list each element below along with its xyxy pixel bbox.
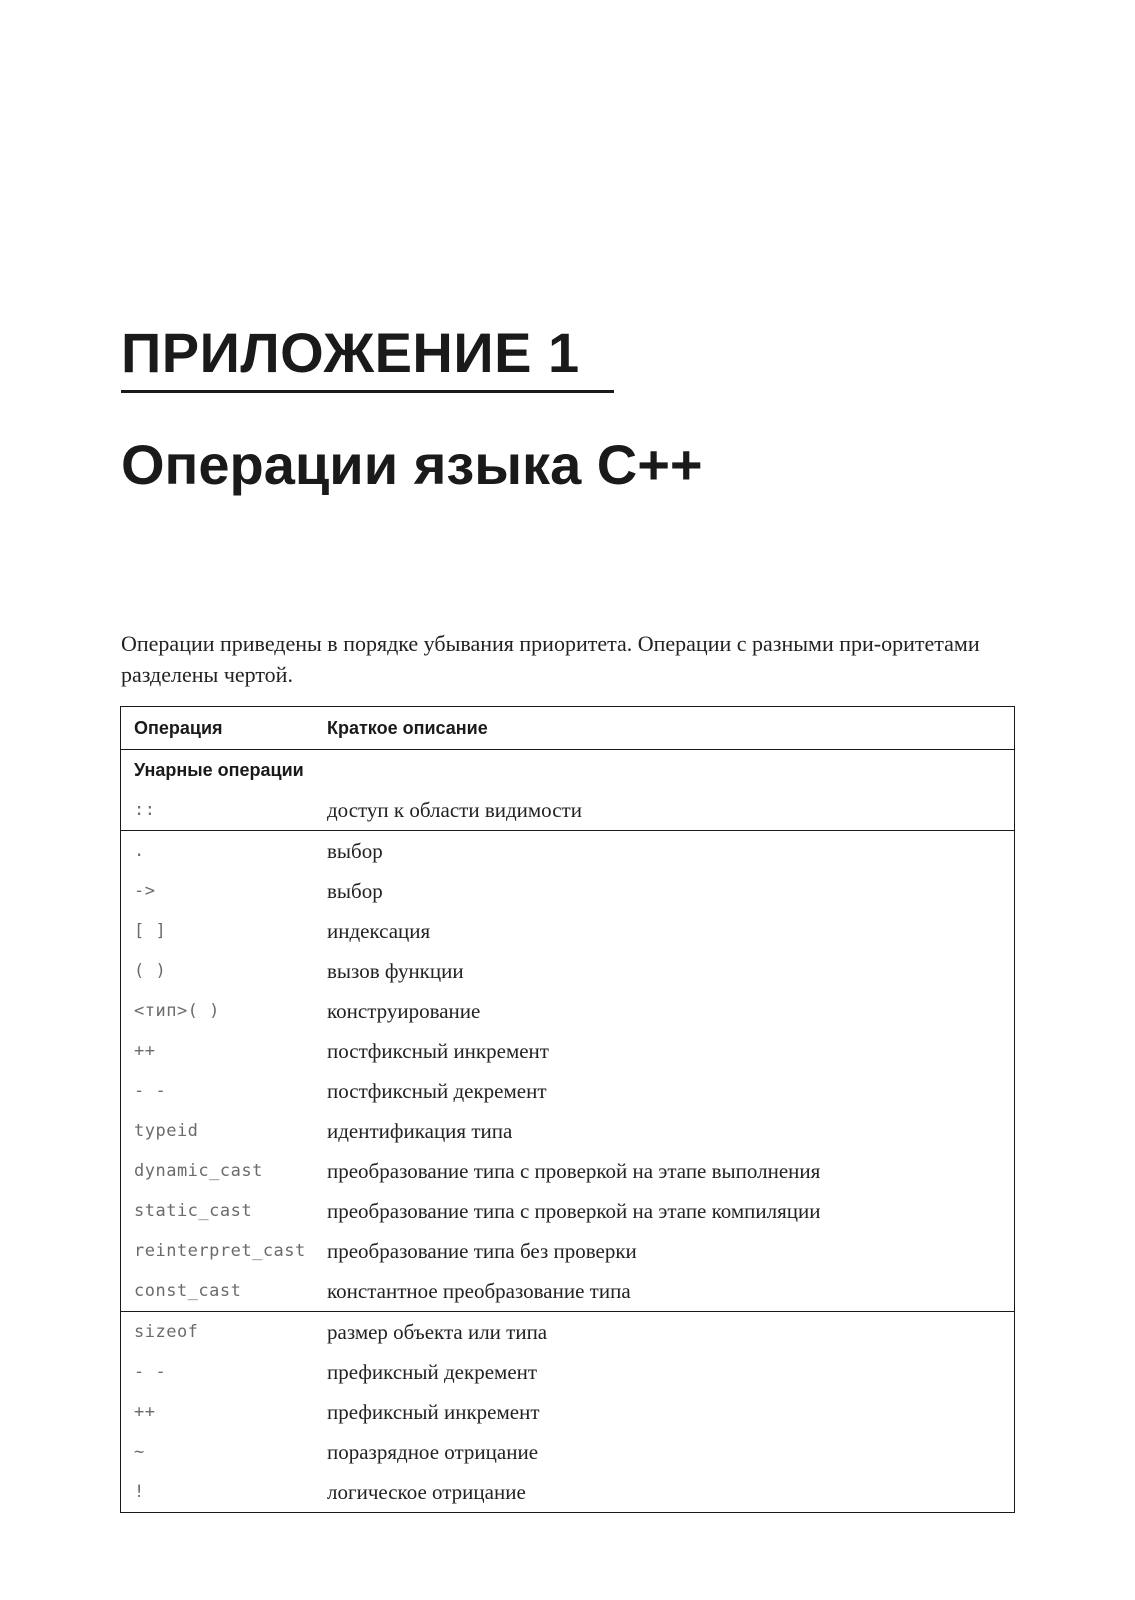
description-cell: индексация: [327, 918, 431, 943]
operation-cell: ~: [134, 1442, 145, 1462]
appendix-title: Операции языка C++: [121, 433, 703, 496]
operation-cell: - -: [134, 1362, 167, 1382]
table-row: [121, 1071, 1014, 1111]
operation-cell: - -: [134, 1081, 167, 1101]
table-header: [121, 707, 1014, 750]
description-cell: константное преобразование типа: [327, 1278, 631, 1303]
operation-cell: !: [134, 1482, 145, 1502]
table-row: [121, 1031, 1014, 1071]
operation-cell: reinterpret_cast: [134, 1241, 306, 1261]
intro-paragraph: Операции приведены в порядке убывания приоритета. Операции с разными при-оритетами разделены чертой.: [121, 631, 980, 687]
operations-table: [120, 706, 1015, 1513]
description-cell: идентификация типа: [327, 1118, 513, 1143]
table-body: [121, 790, 1014, 1512]
appendix-underline: [121, 390, 614, 393]
table-row: [121, 831, 1014, 871]
operation-cell: <тип>( ): [134, 1001, 220, 1021]
table-row: [121, 1312, 1014, 1352]
table-row: [121, 1231, 1014, 1271]
description-cell: постфиксный инкремент: [327, 1038, 549, 1063]
operation-cell: ( ): [134, 961, 167, 981]
operation-cell: sizeof: [134, 1322, 199, 1342]
operation-cell: .: [134, 841, 145, 861]
table-row: [121, 1472, 1014, 1512]
operation-cell: ++: [134, 1402, 156, 1422]
description-cell: выбор: [327, 838, 383, 863]
table-row: [121, 1271, 1014, 1311]
operation-cell: typeid: [134, 1121, 199, 1141]
operation-cell: ::: [134, 800, 156, 820]
appendix-label: ПРИЛОЖЕНИЕ 1: [121, 321, 580, 384]
operation-cell: ->: [134, 881, 156, 901]
operation-cell: dynamic_cast: [134, 1161, 263, 1181]
operation-cell: [ ]: [134, 921, 167, 941]
table-row: [121, 871, 1014, 911]
description-cell: префиксный инкремент: [327, 1399, 540, 1424]
description-cell: постфиксный декремент: [327, 1078, 547, 1103]
description-cell: логическое отрицание: [327, 1479, 526, 1504]
description-cell: поразрядное отрицание: [327, 1439, 539, 1464]
table-group: [121, 790, 1014, 831]
description-cell: префиксный декремент: [327, 1359, 538, 1384]
table-row: [121, 1352, 1014, 1392]
section-title: Унарные операции: [134, 759, 304, 780]
table-row: [121, 790, 1014, 830]
table-row: [121, 1392, 1014, 1432]
header-description: Краткое описание: [327, 717, 488, 738]
table-row: [121, 951, 1014, 991]
description-cell: преобразование типа с проверкой на этапе выполнения: [327, 1158, 821, 1183]
description-cell: размер объекта или типа: [327, 1319, 548, 1344]
table-row: [121, 1191, 1014, 1231]
operation-cell: const_cast: [134, 1281, 242, 1301]
table-row: [121, 991, 1014, 1031]
table-group: [121, 831, 1014, 1312]
description-cell: доступ к области видимости: [327, 797, 582, 822]
description-cell: выбор: [327, 878, 383, 903]
description-cell: вызов функции: [327, 958, 464, 983]
table-row: [121, 911, 1014, 951]
description-cell: конструирование: [327, 998, 481, 1023]
description-cell: преобразование типа без проверки: [327, 1238, 637, 1263]
table-row: [121, 1432, 1014, 1472]
operation-cell: static_cast: [134, 1201, 253, 1221]
table-group: [121, 1312, 1014, 1512]
table-row: [121, 1111, 1014, 1151]
table-row: [121, 1151, 1014, 1191]
description-cell: преобразование типа с проверкой на этапе компиляции: [327, 1198, 821, 1223]
operation-cell: ++: [134, 1041, 156, 1061]
header-operation: Операция: [134, 717, 223, 738]
